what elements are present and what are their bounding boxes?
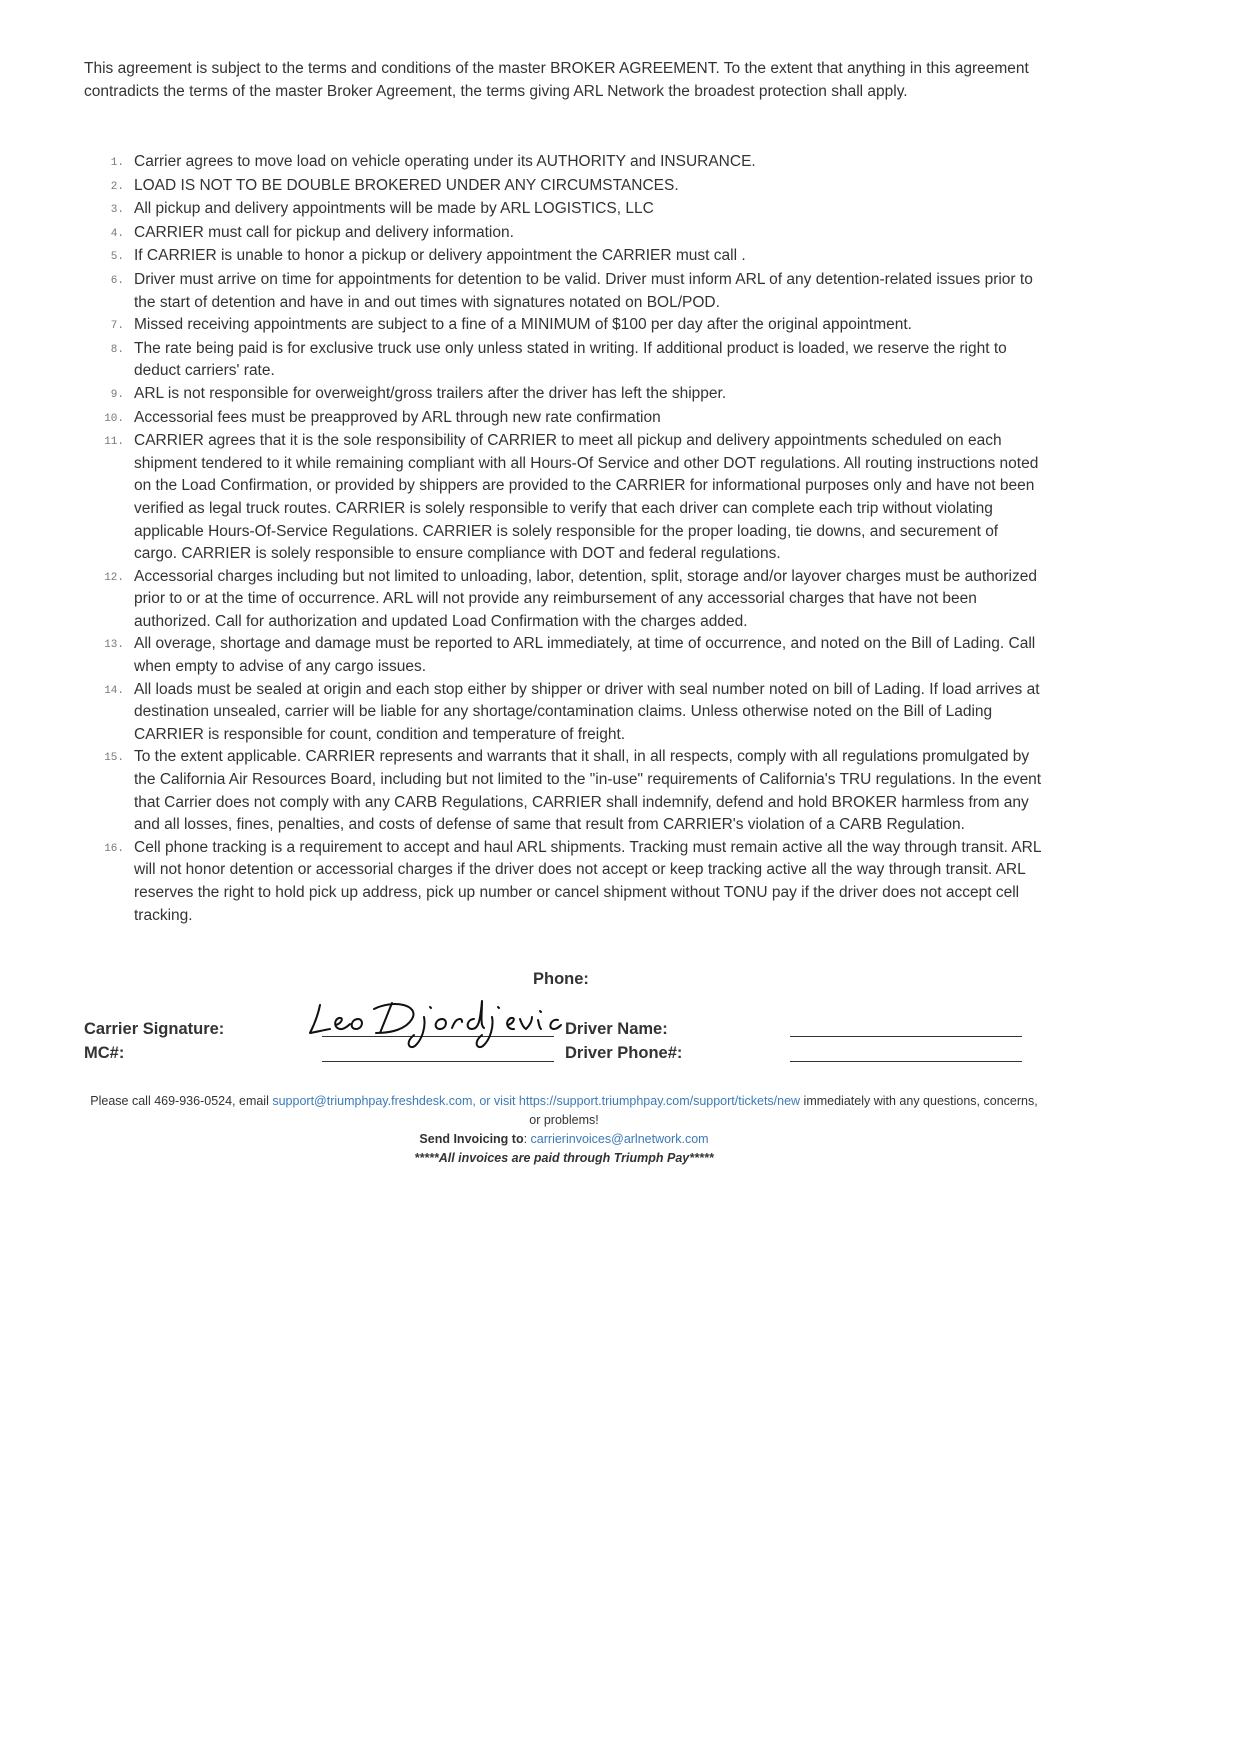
handwritten-signature: [302, 995, 564, 1057]
term-item: [84, 746, 1044, 836]
term-number: 7.: [110, 320, 124, 333]
mc-label: MC#:: [84, 1044, 125, 1062]
term-number: 5.: [110, 251, 124, 264]
invoice-colon: :: [523, 1132, 531, 1146]
term-item: [84, 407, 1044, 431]
terms-list: [84, 151, 1044, 927]
driver-name-label: Driver Name:: [565, 1020, 668, 1038]
term-text: Accessorial charges including but not limited to unloading, labor, detention, split, storage and/or layover charges must be authorized prior to or at the time of occurrence. ARL will not provide any reimbursement of any accessorial charges that have not been authorized. Call for authorization and updated Load Confirmation with the charges added.: [134, 567, 1037, 630]
term-text: If CARRIER is unable to honor a pickup or delivery appointment the CARRIER must call .: [134, 247, 746, 265]
term-number: 1.: [110, 157, 124, 169]
mc-number-field[interactable]: [322, 1061, 554, 1062]
term-item: [84, 222, 1044, 246]
term-text: To the extent applicable. CARRIER represents and warrants that it shall, in all respects, comply with all regulations promulgated by the California Air Resources Board, including but not limited to the "in-use" requirements of California's TRU regulations. In the event that Carrier does not comply with any CARB Regulations, CARRIER shall indemnify, defend and hold BROKER harmless from any and all losses, fines, penalties, and costs of defense of same that result from CARRIER's violation of a CARB Regulation.: [134, 748, 1042, 834]
term-text: Accessorial fees must be preapproved by ARL through new rate confirmation: [134, 408, 661, 426]
support-call-suffix: immediately with any questions, concerns, or problems!: [529, 1094, 1038, 1127]
term-text: CARRIER must call for pickup and delivery information.: [134, 223, 514, 241]
support-url-link[interactable]: https://support.triumphpay.com/support/tickets/new: [518, 1094, 801, 1108]
term-text: ARL is not responsible for overweight/gross trailers after the driver has left the shipper.: [134, 384, 727, 402]
term-item: [84, 151, 1044, 175]
term-number: 4.: [110, 227, 124, 240]
invoice-label: Send Invoicing to: [419, 1132, 524, 1146]
term-text: Cell phone tracking is a requirement to accept and haul ARL shipments. Tracking must remain active all the way through transit. ARL will not honor detention or accessorial charges if the driver does not accept or keep tracking active all the way through transit. ARL reserves the right to hold pick up address, pick up number or cancel shipment without TONU pay if the driver does not accept cell tracking.: [134, 838, 1041, 924]
term-item: [84, 175, 1044, 199]
term-number: 3.: [110, 204, 124, 217]
term-number: 15.: [104, 752, 124, 765]
term-item: [84, 679, 1044, 747]
term-item: [84, 430, 1044, 566]
phone-label: Phone:: [533, 970, 589, 988]
term-item: [84, 338, 1044, 383]
term-number: 8.: [110, 343, 124, 356]
term-number: 11.: [104, 436, 124, 449]
term-item: [84, 314, 1044, 338]
term-item: [84, 633, 1044, 678]
invoice-line: [84, 1130, 1044, 1149]
term-number: 9.: [110, 388, 124, 401]
paid-note: *****All invoices are paid through Triumph Pay*****: [414, 1151, 714, 1165]
term-text: All loads must be sealed at origin and each stop either by shipper or driver with seal number noted on bill of Lading. If load arrives at destination unsealed, carrier will be liable for any shortage/contamination claims. Unless otherwise noted on the Bill of Lading CARRIER is responsible for count, condition and temperature of freight.: [134, 680, 1040, 743]
term-text: Driver must arrive on time for appointments for detention to be valid. Driver must inform ARL of any detention-related issues prior to the start of detention and have in and out times with signatures notated on BOL/POD.: [134, 270, 1033, 311]
term-number: 10.: [104, 412, 124, 425]
term-text: Carrier agrees to move load on vehicle operating under its AUTHORITY and INSURANCE.: [134, 153, 756, 170]
support-email-link[interactable]: support@triumphpay.freshdesk.com, or visit: [272, 1094, 519, 1108]
term-number: 13.: [104, 639, 124, 652]
driver-phone-field[interactable]: [790, 1061, 1022, 1062]
term-number: 6.: [110, 274, 124, 287]
term-text: The rate being paid is for exclusive truck use only unless stated in writing. If additional product is loaded, we reserve the right to deduct carriers' rate.: [134, 339, 1007, 380]
term-text: All overage, shortage and damage must be reported to ARL immediately, at time of occurrence, and noted on the Bill of Lading. Call when empty to advise of any cargo issues.: [134, 635, 1036, 676]
footer: [84, 1092, 1044, 1168]
term-number: 12.: [104, 571, 124, 584]
driver-name-field[interactable]: [790, 1036, 1022, 1037]
term-item: [84, 198, 1044, 222]
term-text: Missed receiving appointments are subject to a fine of a MINIMUM of $100 per day after the original appointment.: [134, 316, 912, 334]
support-line: [84, 1092, 1044, 1130]
intro-paragraph: This agreement is subject to the terms and conditions of the master BROKER AGREEMENT. To the extent that anything in this agreement contradicts the terms of the master Broker Agreement, the terms giving ARL Network the broadest protection shall apply.: [84, 60, 1029, 100]
term-number: 14.: [104, 684, 124, 697]
term-number: 2.: [110, 180, 124, 193]
term-item: [84, 269, 1044, 314]
support-call-prefix: Please call 469-936-0524, email: [90, 1094, 273, 1108]
term-item: [84, 383, 1044, 407]
term-text: LOAD IS NOT TO BE DOUBLE BROKERED UNDER ANY CIRCUMSTANCES.: [134, 176, 679, 194]
carrier-signature-label: Carrier Signature:: [84, 1020, 225, 1038]
term-item: [84, 245, 1044, 269]
term-item: [84, 566, 1044, 634]
term-number: 16.: [104, 842, 124, 855]
invoice-email-link[interactable]: carrierinvoices@arlnetwork.com: [530, 1132, 709, 1146]
term-item: [84, 837, 1044, 927]
term-text: All pickup and delivery appointments will be made by ARL LOGISTICS, LLC: [134, 200, 654, 218]
driver-phone-label: Driver Phone#:: [565, 1044, 683, 1062]
term-text: CARRIER agrees that it is the sole responsibility of CARRIER to meet all pickup and delivery appointments scheduled on each shipment tendered to it while remaining compliant with all Hours-Of Service and other DOT regulations. All routing instructions noted on the Load Confirmation, or provided by shippers are provided to the CARRIER for informational purposes only and have not been verified as legal truck routes. CARRIER is solely responsible to verify that each driver can complete each trip without violating applicable Hours-Of-Service Regulations. CARRIER is solely responsible for the proper loading, tie downs, and securement of cargo. CARRIER is solely responsible to ensure compliance with DOT and federal regulations.: [134, 432, 1039, 563]
